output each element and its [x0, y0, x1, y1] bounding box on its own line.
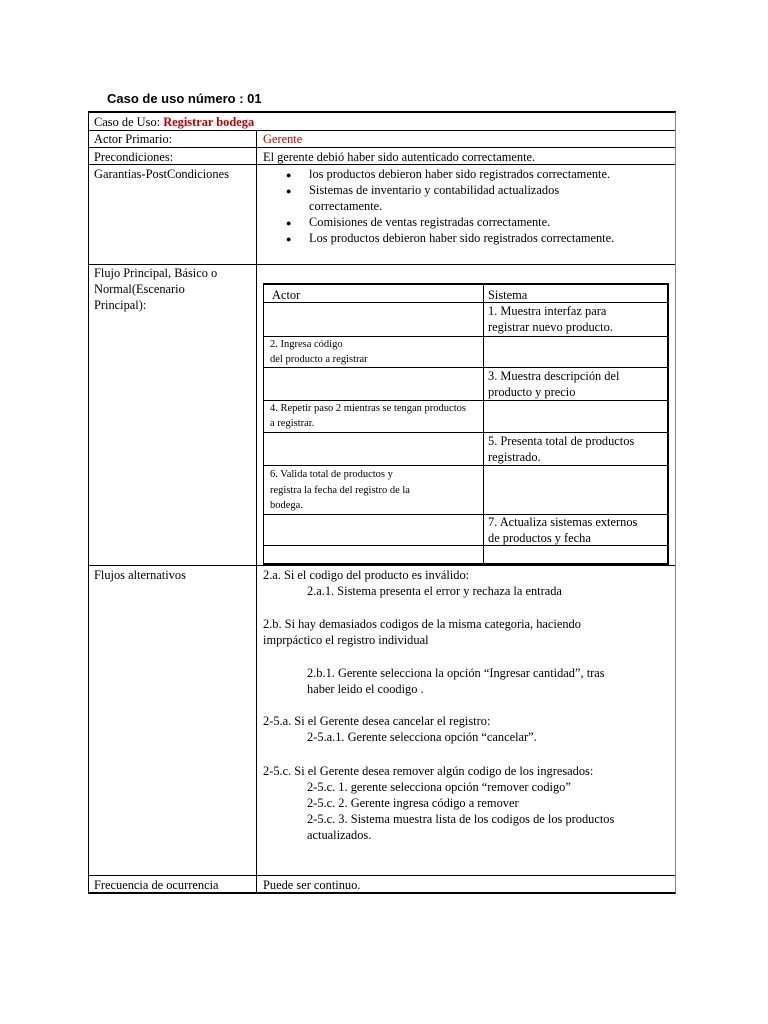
alternativos-label: Flujos alternativos: [94, 568, 186, 582]
garantia-item: los productos debieron haber sido registrados correctamente.: [309, 167, 611, 181]
alt-line: 2-5.c. 3. Sistema muestra lista de los codigos de los productos: [307, 812, 615, 826]
step-4-line: 4. Repetir paso 2 mientras se tengan productos: [270, 403, 466, 414]
row-divider: [89, 565, 675, 566]
actor-primario-value: Gerente: [263, 132, 303, 146]
col-sistema-header: Sistema: [488, 288, 528, 302]
step-5-line: 5. Presenta total de productos: [488, 434, 635, 448]
alt-line: 2-5.c. Si el Gerente desea remover algún codigo de los ingresados:: [263, 764, 594, 778]
precondiciones-value: El gerente debió haber sido autenticado correctamente.: [263, 150, 536, 164]
col-actor-header: Actor: [272, 288, 301, 302]
caso-value: Registrar bodega: [163, 115, 255, 129]
frecuencia-value: Puede ser continuo.: [263, 878, 361, 892]
column-divider: [256, 130, 257, 894]
row-divider: [89, 130, 675, 131]
alt-line: imprpáctico el registro individual: [263, 633, 429, 647]
garantia-item: Sistemas de inventario y contabilidad actualizados: [309, 183, 560, 197]
step-1-line: registrar nuevo producto.: [488, 320, 613, 334]
alt-line: 2-5.a.1. Gerente selecciona opción “cancelar”.: [307, 730, 537, 744]
garantia-item: Los productos debieron haber sido registrados correctamente.: [309, 231, 615, 245]
flow-column-divider: [483, 285, 484, 563]
alt-line: 2.b. Si hay demasiados codigos de la misma categoria, haciendo: [263, 617, 581, 631]
precondiciones-label: Precondiciones:: [94, 150, 174, 164]
step-7-line: 7. Actualiza sistemas externos: [488, 515, 638, 529]
alt-line: 2-5.c. 2. Gerente ingresa código a remover: [307, 796, 519, 810]
use-case-table: [88, 111, 676, 894]
flujo-label-line: Flujo Principal, Básico o: [94, 266, 218, 280]
alt-line: 2-5.a. Si el Gerente desea cancelar el registro:: [263, 714, 491, 728]
alt-line: 2.b.1. Gerente selecciona la opción “Ingresar cantidad”, tras: [307, 666, 605, 680]
flow-row-divider: [264, 302, 667, 303]
step-1-line: 1. Muestra interfaz para: [488, 304, 607, 318]
page-heading: Caso de uso número : 01: [107, 91, 262, 106]
row-divider: [89, 875, 675, 876]
step-4-line: a registrar.: [270, 418, 315, 429]
flow-row-divider: [264, 465, 667, 466]
alt-line: 2.a.1. Sistema presenta el error y rechaza la entrada: [307, 584, 562, 598]
row-divider: [89, 147, 675, 148]
step-6-line: registra la fecha del registro de la: [270, 485, 410, 496]
actor-primario-label: Actor Primario:: [94, 132, 173, 146]
caso-de-uso-row: [94, 114, 254, 130]
flujo-label-line: Normal(Escenario: [94, 282, 185, 296]
alt-line: actualizados.: [307, 828, 372, 842]
garantia-item: Comisiones de ventas registradas correctamente.: [309, 215, 551, 229]
step-7-line: de productos y fecha: [488, 531, 591, 545]
garantia-item-cont: correctamente.: [309, 199, 383, 213]
caso-label: Caso de Uso:: [94, 115, 164, 129]
bullet-icon: ●: [286, 186, 292, 196]
bullet-icon: ●: [286, 218, 292, 228]
step-5-line: registrado.: [488, 450, 541, 464]
step-6-line: bodega.: [270, 500, 303, 511]
bullet-icon: ●: [286, 234, 292, 244]
alt-line: 2.a. Si el codigo del producto es inválido:: [263, 568, 470, 582]
frecuencia-label: Frecuencia de ocurrencia: [94, 878, 219, 892]
bullet-icon: ●: [286, 170, 292, 180]
alt-line: haber leido el coodigo .: [307, 682, 424, 696]
step-3-line: 3. Muestra descripción del: [488, 369, 620, 383]
step-2-line: del producto a registrar: [270, 354, 368, 365]
step-6-line: 6. Valida total de productos y: [270, 469, 393, 480]
garantias-label: Garantias-PostCondiciones: [94, 167, 229, 181]
alt-line: 2-5.c. 1. gerente selecciona opción “remover codigo”: [307, 780, 571, 794]
flow-row-divider: [264, 545, 667, 546]
flow-table: [263, 283, 669, 565]
flujo-label-line: Principal):: [94, 298, 147, 312]
step-3-line: producto y precio: [488, 385, 576, 399]
step-2-line: 2. Ingresa código: [270, 339, 343, 350]
